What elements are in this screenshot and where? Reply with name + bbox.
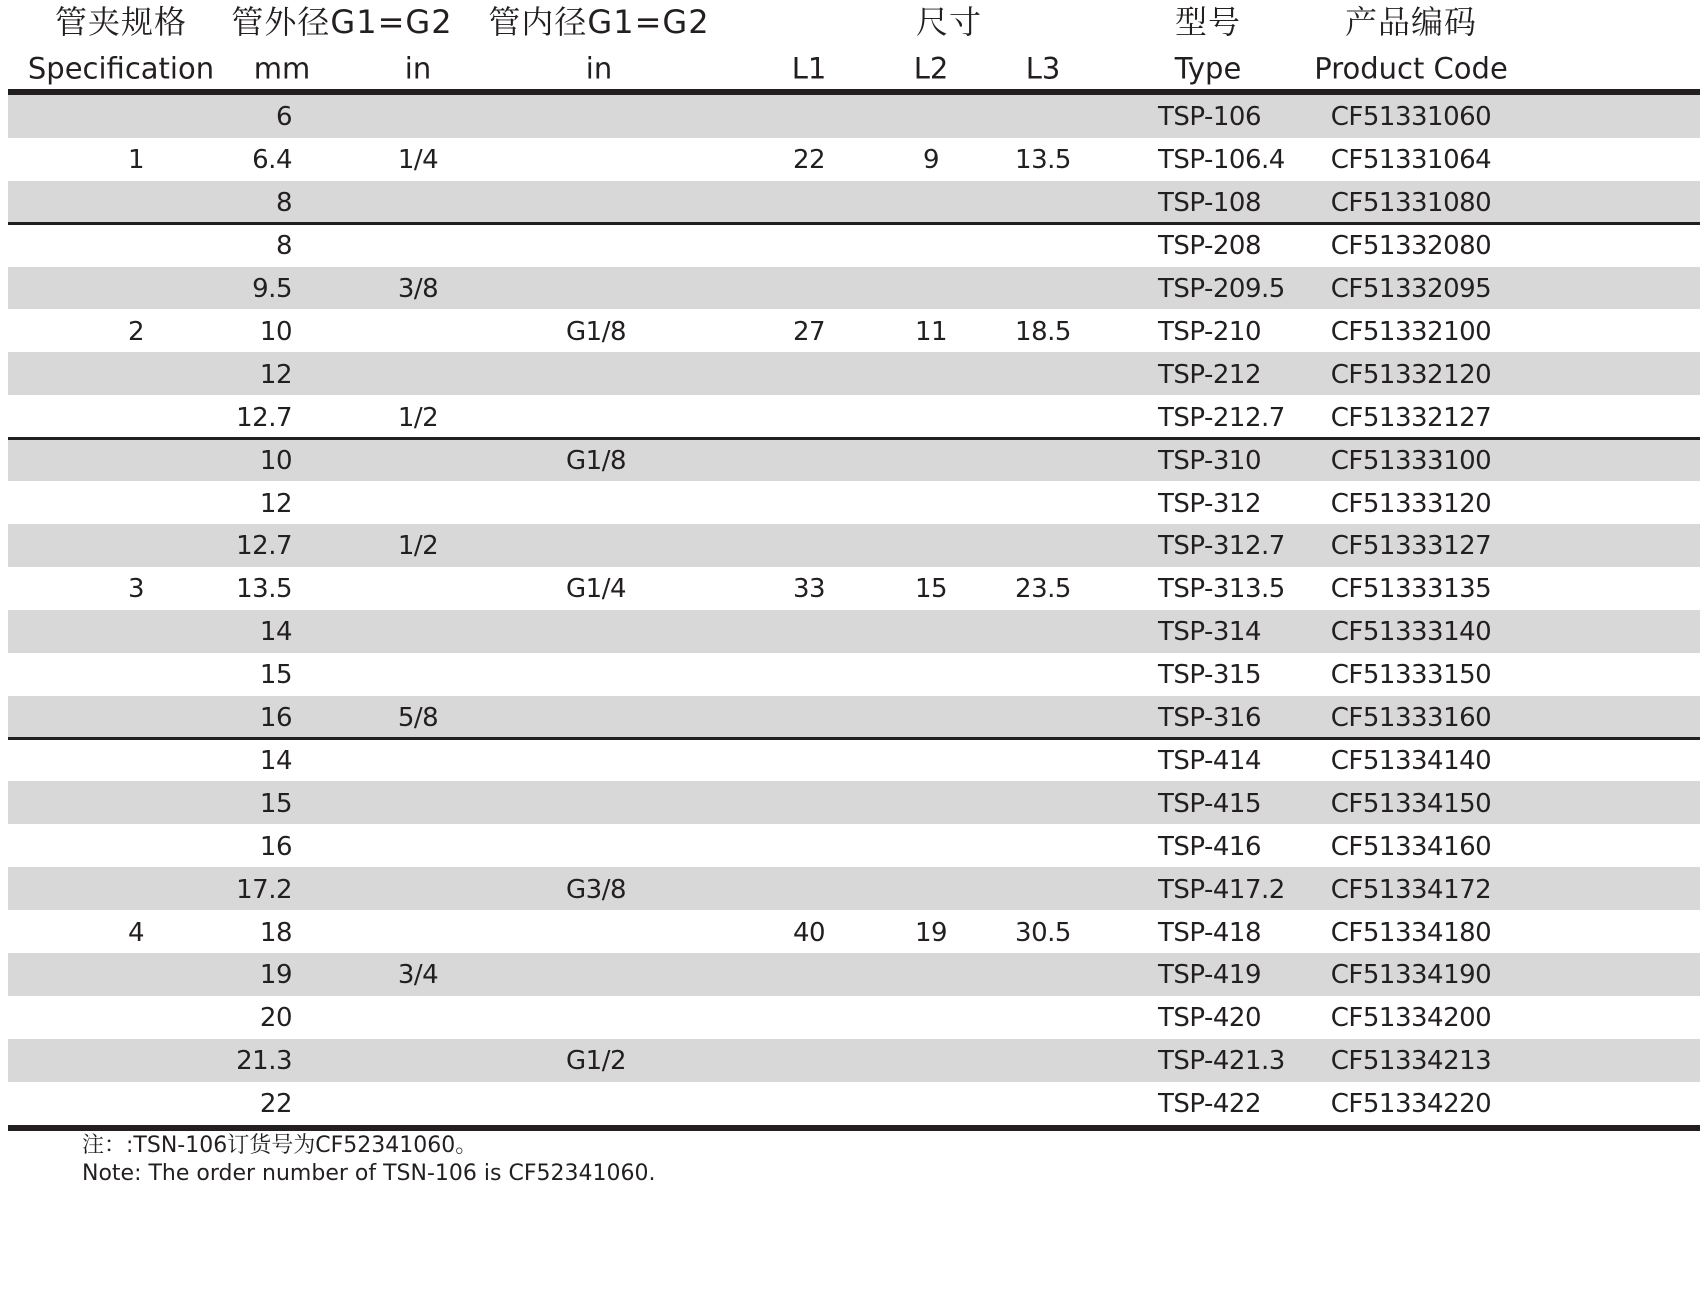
cell-l1: 27	[792, 316, 826, 347]
cell-mm: 15	[259, 660, 292, 691]
header-l1: L1	[791, 51, 827, 86]
cell-type: TSP-420	[1158, 1003, 1262, 1034]
cell-mm: 17.2	[236, 874, 292, 905]
header-rule	[8, 89, 1700, 95]
cell-mm: 14	[259, 745, 292, 776]
cell-code: CF51334213	[1330, 1046, 1492, 1077]
header-type-en: Type	[1174, 51, 1242, 86]
cell-mm: 6.4	[252, 145, 292, 176]
cell-code: CF51332095	[1330, 274, 1492, 305]
cell-l2: 11	[914, 316, 948, 347]
cell-l3: 18.5	[1015, 316, 1071, 347]
cell-in: 3/8	[397, 274, 439, 305]
cell-type: TSP-419	[1158, 960, 1262, 991]
cell-mm: 21.3	[236, 1046, 292, 1077]
cell-code: CF51334160	[1330, 831, 1492, 862]
cell-mm: 10	[259, 316, 292, 347]
cell-code: CF51332100	[1330, 316, 1492, 347]
cell-type: TSP-212.7	[1158, 402, 1285, 433]
cell-type: TSP-416	[1158, 831, 1262, 862]
cell-mm: 10	[259, 445, 292, 476]
cell-l2: 15	[914, 574, 948, 605]
header-mm: mm	[253, 51, 311, 86]
cell-code: CF51334150	[1330, 788, 1492, 819]
cell-type: TSP-414	[1158, 745, 1262, 776]
cell-code: CF51333135	[1330, 574, 1492, 605]
header-in-outer: in	[404, 51, 432, 86]
cell-type: TSP-421.3	[1158, 1046, 1285, 1077]
cell-mm: 20	[259, 1003, 292, 1034]
cell-spec: 1	[127, 145, 145, 176]
cell-l1: 22	[792, 145, 826, 176]
cell-code: CF51334140	[1330, 745, 1492, 776]
cell-in: 3/4	[397, 960, 439, 991]
cell-l3: 23.5	[1015, 574, 1071, 605]
cell-in: 1/2	[397, 531, 439, 562]
cell-code: CF51332080	[1330, 231, 1492, 262]
cell-mm: 16	[259, 703, 292, 734]
cell-spec: 4	[127, 917, 145, 948]
cell-mm: 18	[259, 917, 292, 948]
header-outer-diameter-cn: 管外径G1=G2	[231, 3, 453, 41]
header-dimensions-cn: 尺寸	[915, 3, 983, 41]
cell-mm: 8	[275, 188, 292, 219]
cell-type: TSP-108	[1158, 188, 1262, 219]
cell-in: 1/4	[397, 145, 439, 176]
cell-mm: 12	[259, 359, 292, 390]
group-divider	[8, 737, 1700, 740]
cell-code: CF51334200	[1330, 1003, 1492, 1034]
cell-type: TSP-314	[1158, 617, 1262, 648]
cell-mm: 6	[275, 102, 292, 133]
cell-type: TSP-417.2	[1158, 874, 1285, 905]
cell-in: 5/8	[397, 703, 439, 734]
cell-code: CF51333160	[1330, 703, 1492, 734]
header-l2: L2	[913, 51, 949, 86]
cell-code: CF51331060	[1330, 102, 1492, 133]
header-specification-en: Specification	[27, 51, 215, 86]
cell-l3: 30.5	[1015, 917, 1071, 948]
cell-type: TSP-106	[1158, 102, 1262, 133]
cell-inner: G1/8	[566, 445, 626, 476]
cell-mm: 12	[259, 488, 292, 519]
cell-mm: 12.7	[236, 402, 292, 433]
cell-mm: 14	[259, 617, 292, 648]
cell-code: CF51333150	[1330, 660, 1492, 691]
cell-code: CF51333140	[1330, 617, 1492, 648]
cell-code: CF51332120	[1330, 359, 1492, 390]
spec-table	[8, 0, 1700, 1295]
header-product-code-cn: 产品编码	[1344, 3, 1478, 41]
cell-code: CF51333100	[1330, 445, 1492, 476]
header-inner-diameter-cn: 管内径G1=G2	[488, 3, 710, 41]
cell-inner: G1/4	[566, 574, 626, 605]
cell-type: TSP-415	[1158, 788, 1262, 819]
cell-code: CF51333127	[1330, 531, 1492, 562]
footer-rule	[8, 1125, 1700, 1131]
cell-mm: 12.7	[236, 531, 292, 562]
cell-code: CF51334180	[1330, 917, 1492, 948]
note-english: Note: The order number of TSN-106 is CF52341060.	[82, 1161, 656, 1186]
cell-code: CF51334220	[1330, 1089, 1492, 1120]
cell-mm: 13.5	[236, 574, 292, 605]
cell-l2: 19	[914, 917, 948, 948]
cell-l2: 9	[922, 145, 940, 176]
cell-code: CF51334190	[1330, 960, 1492, 991]
cell-type: TSP-212	[1158, 359, 1262, 390]
header-product-code-en: Product Code	[1314, 51, 1508, 86]
cell-mm: 16	[259, 831, 292, 862]
cell-type: TSP-315	[1158, 660, 1262, 691]
cell-mm: 8	[275, 231, 292, 262]
header-in-inner: in	[585, 51, 613, 86]
cell-inner: G3/8	[566, 874, 626, 905]
cell-mm: 22	[259, 1089, 292, 1120]
header-l3: L3	[1025, 51, 1061, 86]
cell-type: TSP-312.7	[1158, 531, 1285, 562]
group-divider	[8, 437, 1700, 440]
cell-type: TSP-310	[1158, 445, 1262, 476]
cell-code: CF51331064	[1330, 145, 1492, 176]
cell-type: TSP-208	[1158, 231, 1262, 262]
group-divider	[8, 222, 1700, 225]
cell-type: TSP-422	[1158, 1089, 1262, 1120]
note-chinese: 注：:TSN-106订货号为CF52341060。	[82, 1133, 478, 1158]
cell-mm: 19	[259, 960, 292, 991]
cell-mm: 15	[259, 788, 292, 819]
cell-in: 1/2	[397, 402, 439, 433]
cell-code: CF51331080	[1330, 188, 1492, 219]
cell-code: CF51333120	[1330, 488, 1492, 519]
cell-l1: 40	[792, 917, 826, 948]
cell-code: CF51334172	[1330, 874, 1492, 905]
cell-type: TSP-312	[1158, 488, 1262, 519]
cell-l1: 33	[792, 574, 826, 605]
cell-type: TSP-418	[1158, 917, 1262, 948]
cell-inner: G1/8	[566, 316, 626, 347]
cell-spec: 3	[127, 574, 145, 605]
cell-code: CF51332127	[1330, 402, 1492, 433]
cell-type: TSP-106.4	[1158, 145, 1285, 176]
cell-mm: 9.5	[252, 274, 292, 305]
header-specification-cn: 管夹规格	[54, 3, 188, 41]
cell-inner: G1/2	[566, 1046, 626, 1077]
cell-l3: 13.5	[1015, 145, 1071, 176]
header-type-cn: 型号	[1174, 3, 1242, 41]
cell-type: TSP-209.5	[1158, 274, 1285, 305]
cell-spec: 2	[127, 316, 145, 347]
cell-type: TSP-210	[1158, 316, 1262, 347]
cell-type: TSP-313.5	[1158, 574, 1285, 605]
cell-type: TSP-316	[1158, 703, 1262, 734]
